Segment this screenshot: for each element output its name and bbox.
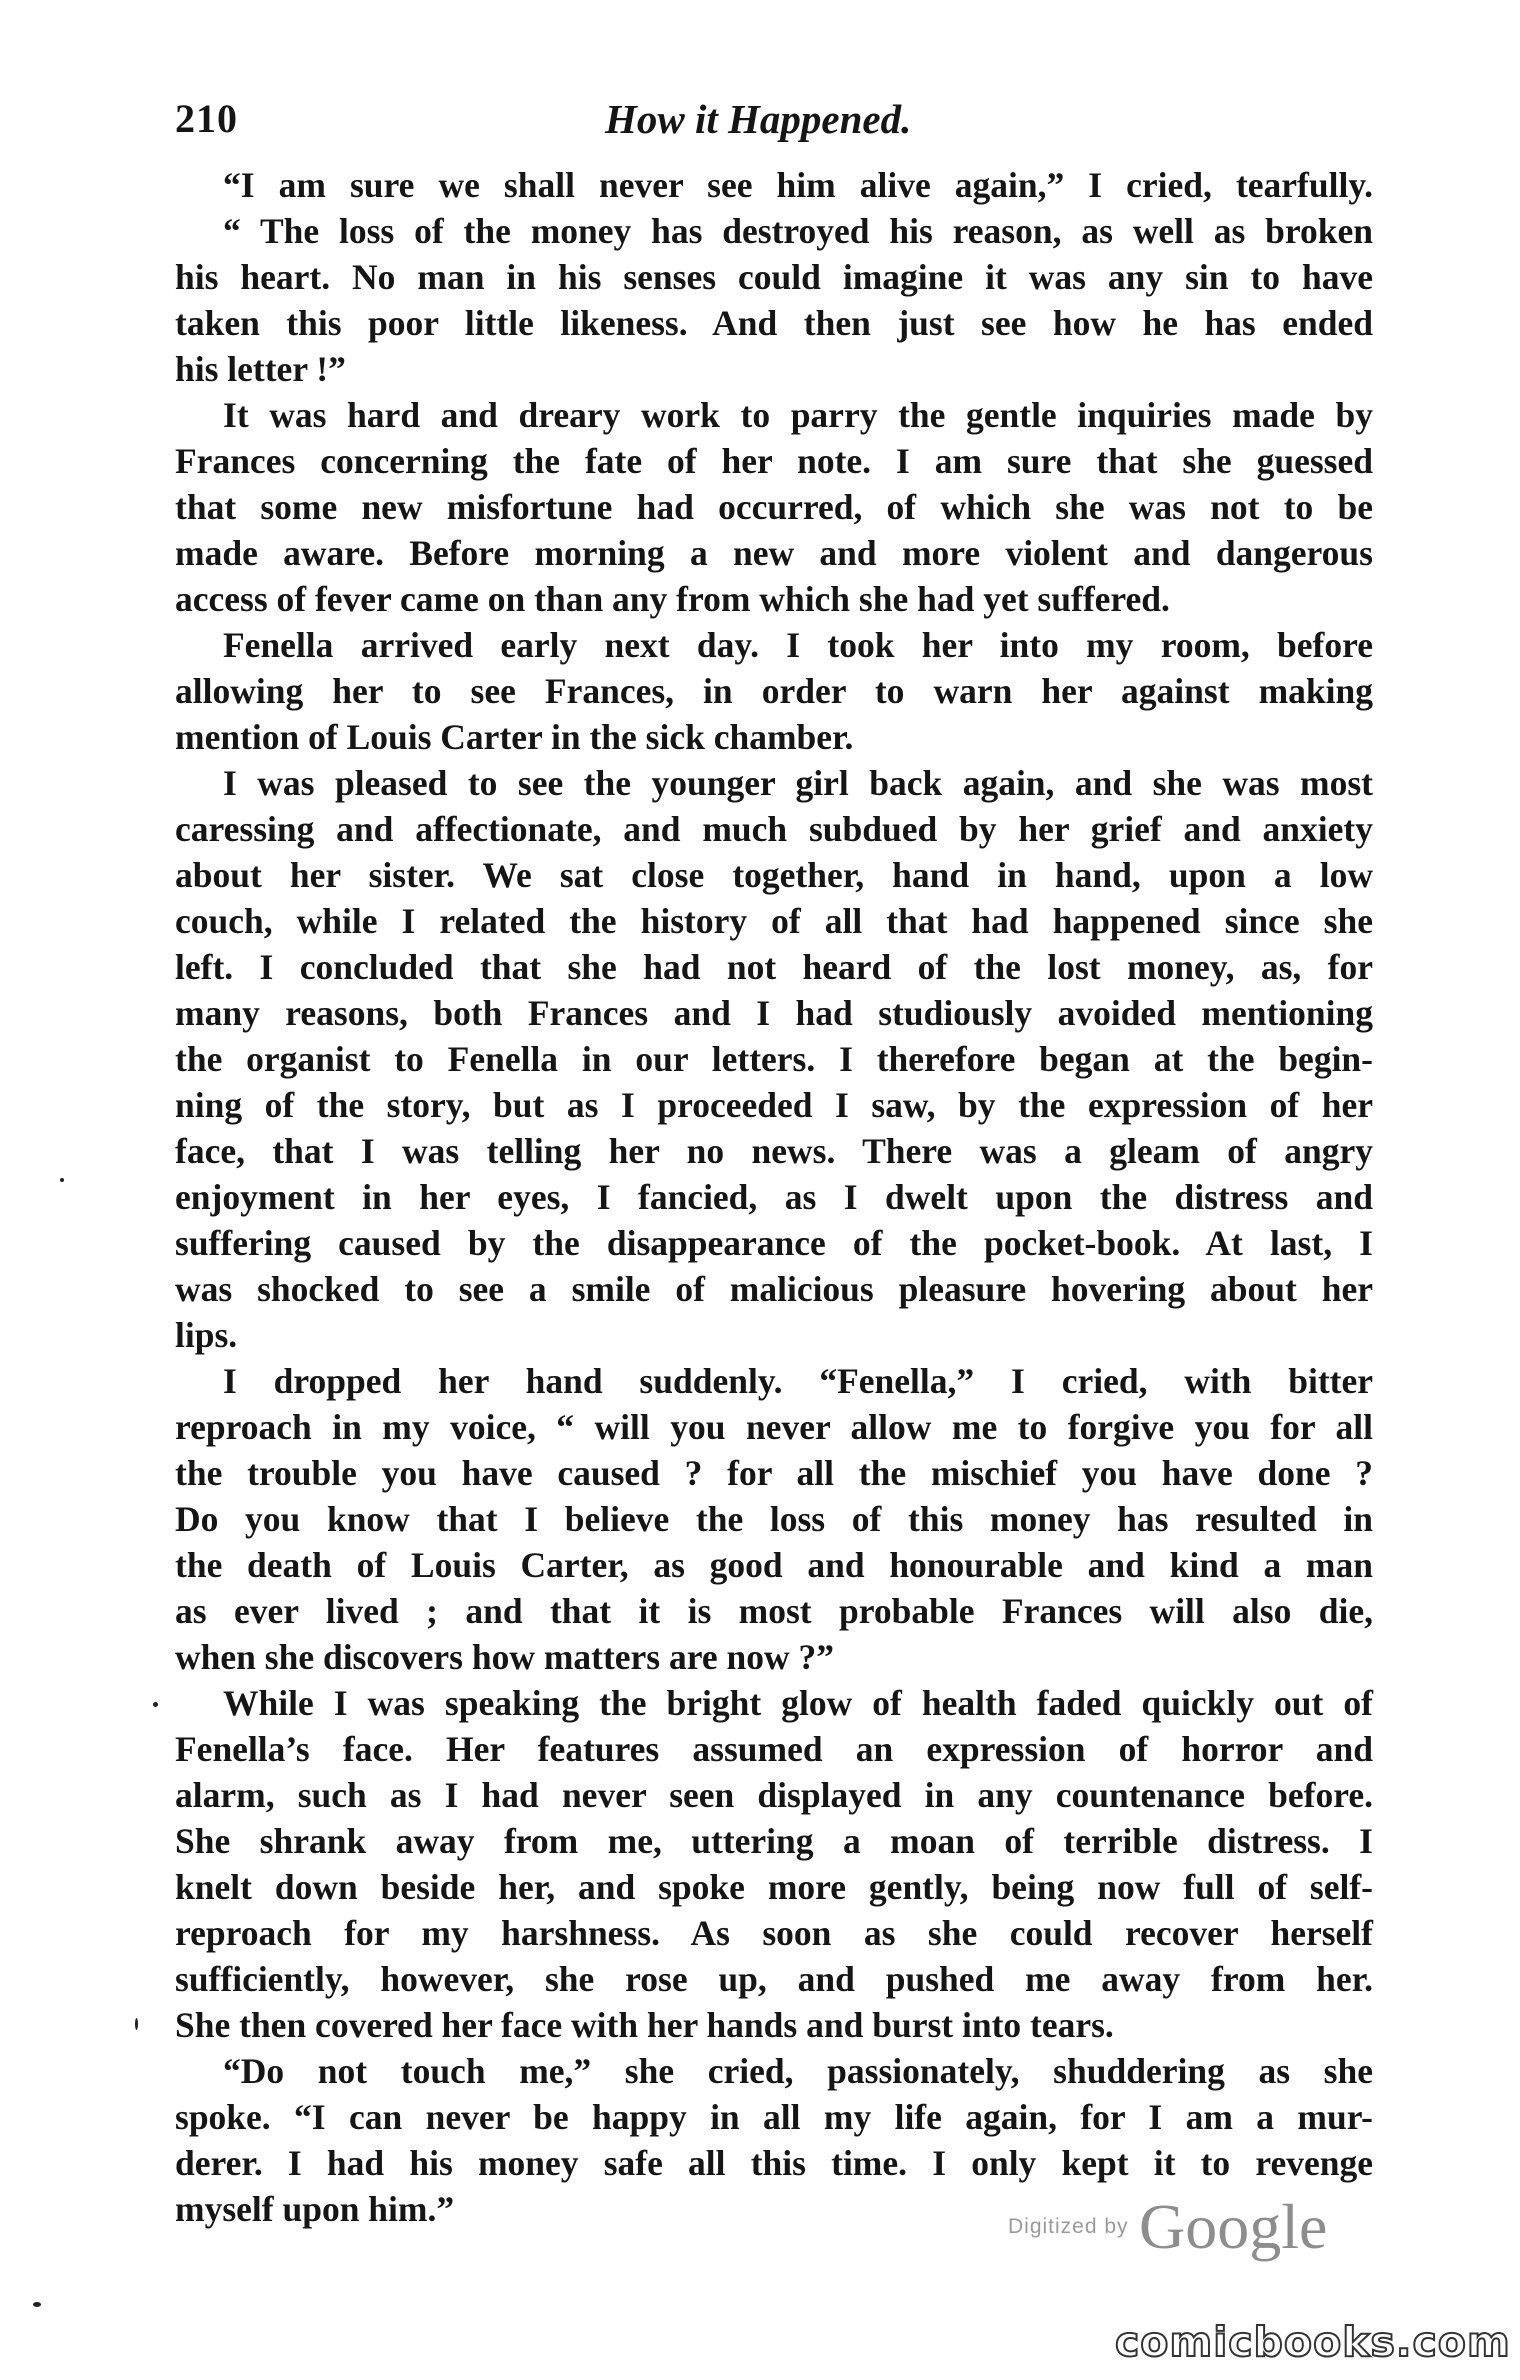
text-line: mention of Louis Carter in the sick chamber. bbox=[175, 717, 854, 757]
text-line: lips. bbox=[175, 1315, 238, 1355]
text-line: “Do not touch me,” she cried, passionately, shuddering as she bbox=[223, 2051, 1373, 2091]
running-title: How it Happened. bbox=[605, 96, 912, 142]
text-line: “I am sure we shall never see him alive again,” I cried, tearfully. bbox=[223, 165, 1373, 205]
text-line: She shrank away from me, uttering a moan of terrible distress. I bbox=[175, 1821, 1373, 1861]
text-line: I was pleased to see the younger girl back again, and she was most bbox=[223, 763, 1373, 803]
text-line: made aware. Before morning a new and more violent and dangerous bbox=[175, 533, 1373, 573]
margin-speck bbox=[60, 1178, 64, 1182]
text-line: the organist to Fenella in our letters. I therefore began at the begin- bbox=[175, 1039, 1373, 1079]
text-line: his letter !” bbox=[175, 349, 346, 389]
text-line: many reasons, both Frances and I had studiously avoided mentioning bbox=[175, 993, 1373, 1033]
text-line: left. I concluded that she had not heard of the lost money, as, for bbox=[175, 947, 1373, 987]
text-line: knelt down beside her, and spoke more gently, being now full of self- bbox=[175, 1867, 1373, 1907]
text-line: couch, while I related the history of all that had happened since she bbox=[175, 901, 1373, 941]
text-line: Do you know that I believe the loss of this money has resulted in bbox=[175, 1499, 1373, 1539]
text-line: about her sister. We sat close together, hand in hand, upon a low bbox=[175, 855, 1373, 895]
text-line: It was hard and dreary work to parry the gentle inquiries made by bbox=[223, 395, 1373, 435]
text-line: myself upon him.” bbox=[175, 2189, 455, 2229]
page-number: 210 bbox=[175, 96, 238, 141]
text-line: when she discovers how matters are now ?” bbox=[175, 1637, 835, 1677]
google-logo: Google bbox=[1139, 2191, 1328, 2262]
digitized-label: Digitized by bbox=[1008, 2215, 1129, 2238]
text-line: Frances concerning the fate of her note. I am sure that she guessed bbox=[175, 441, 1373, 481]
text-line: allowing her to see Frances, in order to warn her against making bbox=[175, 671, 1373, 711]
text-line: spoke. “I can never be happy in all my life again, for I am a mur- bbox=[175, 2097, 1373, 2137]
margin-speck bbox=[153, 1702, 158, 1707]
text-line: She then covered her face with her hands and burst into tears. bbox=[175, 2005, 1114, 2045]
text-line: the trouble you have caused ? for all the mischief you have done ? bbox=[175, 1453, 1373, 1493]
body-text bbox=[175, 162, 1373, 2232]
text-line: Fenella arrived early next day. I took her into my room, before bbox=[223, 625, 1373, 665]
text-line: face, that I was telling her no news. There was a gleam of angry bbox=[175, 1131, 1373, 1171]
page-header bbox=[175, 95, 1375, 155]
text-line: the death of Louis Carter, as good and honourable and kind a man bbox=[175, 1545, 1373, 1585]
margin-speck bbox=[33, 2302, 41, 2307]
text-line: Fenella’s face. Her features assumed an expression of horror and bbox=[175, 1729, 1373, 1769]
text-line: his heart. No man in his senses could imagine it was any sin to have bbox=[175, 257, 1373, 297]
site-watermark: comicbooks.com bbox=[1115, 2318, 1511, 2366]
text-line: derer. I had his money safe all this time. I only kept it to revenge bbox=[175, 2143, 1373, 2183]
text-line: While I was speaking the bright glow of health faded quickly out of bbox=[223, 1683, 1373, 1723]
text-line: suffering caused by the disappearance of the pocket-book. At last, I bbox=[175, 1223, 1373, 1263]
text-line: that some new misfortune had occurred, of which she was not to be bbox=[175, 487, 1373, 527]
text-line: I dropped her hand suddenly. “Fenella,” I cried, with bitter bbox=[223, 1361, 1373, 1401]
text-line: was shocked to see a smile of malicious pleasure hovering about her bbox=[175, 1269, 1373, 1309]
text-line: sufficiently, however, she rose up, and pushed me away from her. bbox=[175, 1959, 1373, 1999]
text-line: taken this poor little likeness. And then just see how he has ended bbox=[175, 303, 1373, 343]
text-line: reproach in my voice, “ will you never allow me to forgive you for all bbox=[175, 1407, 1373, 1447]
text-line: enjoyment in her eyes, I fancied, as I dwelt upon the distress and bbox=[175, 1177, 1373, 1217]
text-line: ning of the story, but as I proceeded I saw, by the expression of her bbox=[175, 1085, 1373, 1125]
text-line: alarm, such as I had never seen displayed in any countenance before. bbox=[175, 1775, 1373, 1815]
text-line: “ The loss of the money has destroyed his reason, as well as broken bbox=[223, 211, 1373, 251]
text-line: caressing and affectionate, and much subdued by her grief and anxiety bbox=[175, 809, 1373, 849]
text-line: access of fever came on than any from which she had yet suffered. bbox=[175, 579, 1170, 619]
margin-speck bbox=[135, 2018, 138, 2030]
digitized-by-google-mark bbox=[1008, 2190, 1327, 2264]
text-line: as ever lived ; and that it is most probable Frances will also die, bbox=[175, 1591, 1373, 1631]
text-line: reproach for my harshness. As soon as she could recover herself bbox=[175, 1913, 1373, 1953]
